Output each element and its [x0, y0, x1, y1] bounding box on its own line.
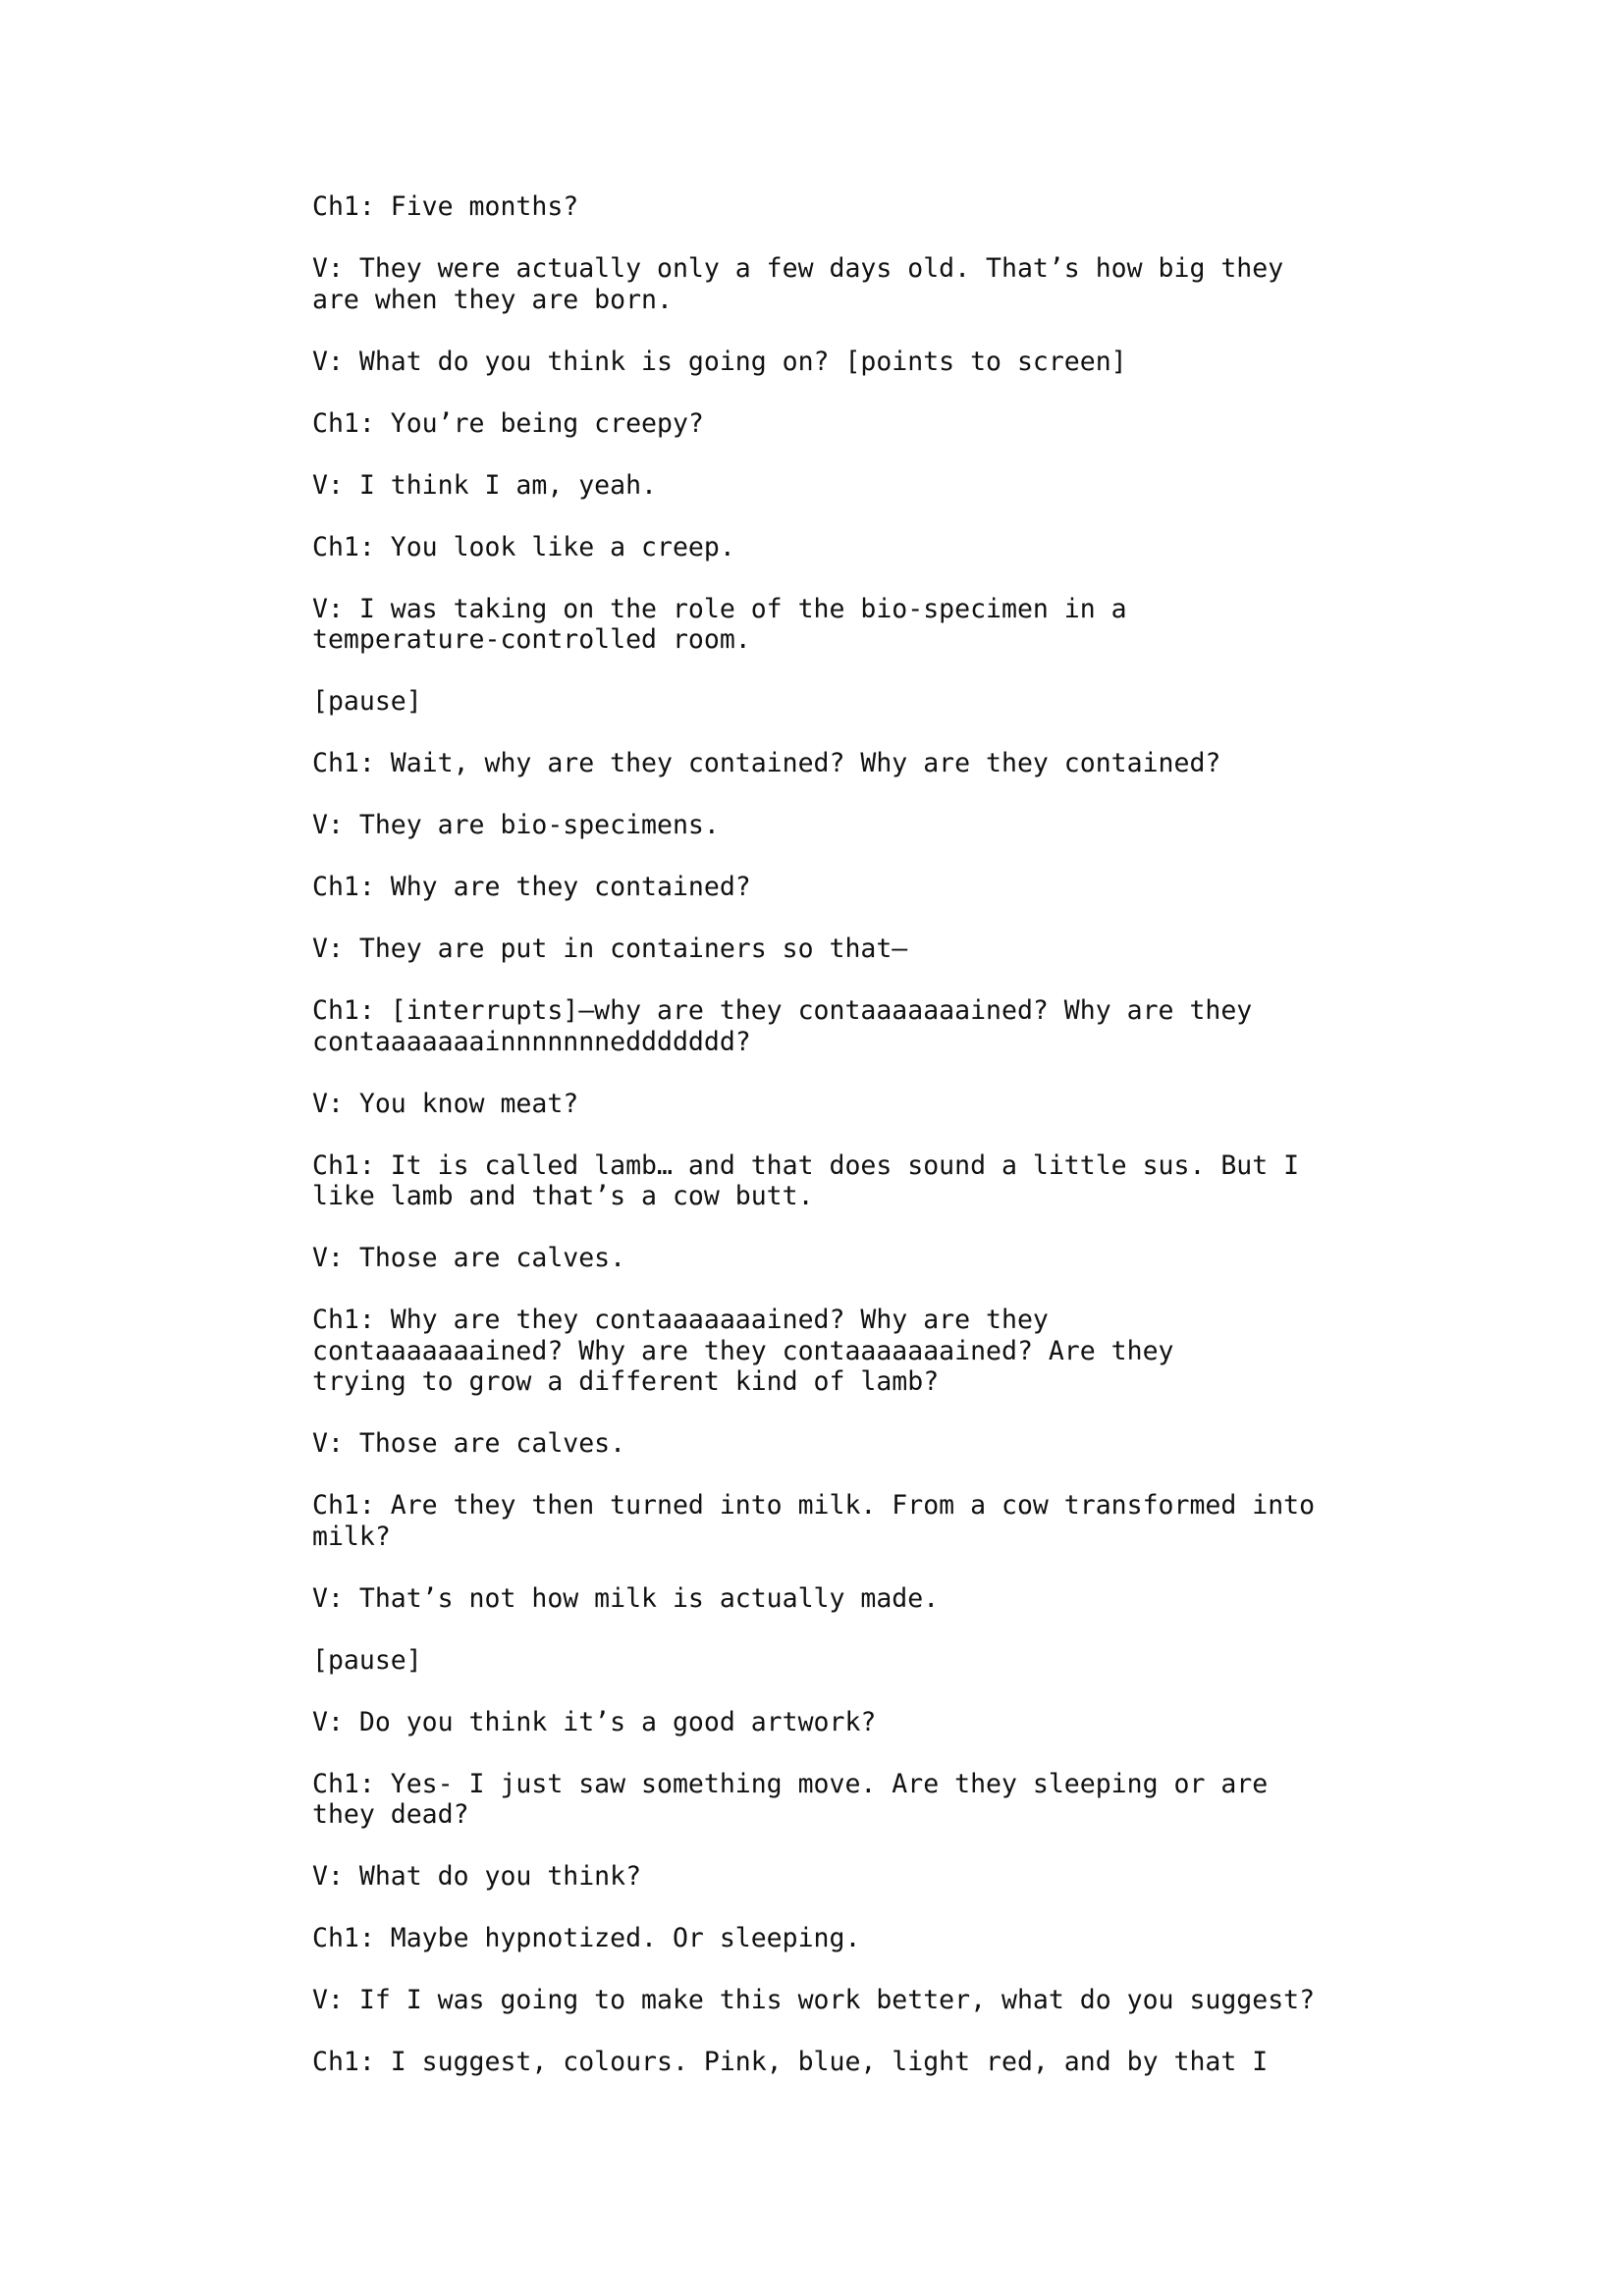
dialogue-line: V: That’s not how milk is actually made. [312, 1582, 940, 1614]
dialogue-line: V: Those are calves. [312, 1243, 626, 1273]
dialogue-entry-v [312, 594, 1412, 656]
dialogue-entry-ch1 [312, 1150, 1412, 1212]
dialogue-entry-v [312, 1583, 1412, 1615]
dialogue-entry-v [312, 1243, 1412, 1274]
dialogue-line: trying to grow a different kind of lamb? [312, 1366, 940, 1397]
stage-note [312, 686, 1412, 718]
dialogue-line: Ch1: Wait, why are they contained? Why are they contained? [312, 748, 1221, 778]
stage-note [312, 1645, 1412, 1677]
dialogue-line: Ch1: You’re being creepy? [312, 407, 704, 439]
dialogue-line: V: You know meat? [312, 1088, 579, 1119]
dialogue-line: V: They are bio-specimens. [312, 810, 720, 840]
dialogue-entry-ch1 [312, 748, 1412, 779]
dialogue-line: contaaaaaaainnnnnnneddddddd? [312, 1026, 751, 1057]
dialogue-entry-v [312, 1707, 1412, 1738]
dialogue-line: V: I think I am, yeah. [312, 469, 657, 501]
dialogue-line: are when they are born. [312, 284, 673, 315]
dialogue-entry-ch1 [312, 408, 1412, 440]
dialogue-entry-v [312, 347, 1412, 378]
dialogue-entry-ch1 [312, 191, 1412, 223]
dialogue-entry-v [312, 1985, 1412, 2016]
dialogue-line: they dead? [312, 1799, 469, 1830]
dialogue-line: contaaaaaaained? Why are they contaaaaaaained? Are they [312, 1335, 1174, 1366]
dialogue-line: Ch1: Five months? [312, 191, 579, 222]
dialogue-line: Ch1: Maybe hypnotized. Or sleeping. [312, 1923, 861, 1953]
dialogue-line: Ch1: Yes- I just saw something move. Are they sleeping or are [312, 1768, 1269, 1799]
dialogue-line: Ch1: Why are they contaaaaaaained? Why are they [312, 1305, 1049, 1335]
dialogue-line: Ch1: Are they then turned into milk. From a cow transformed into [312, 1490, 1316, 1521]
dialogue-entry-v [312, 934, 1412, 965]
dialogue-entry-v [312, 810, 1412, 841]
dialogue-line: Ch1: [interrupts]—why are they contaaaaaaained? Why are they [312, 995, 1253, 1026]
interview-transcript [312, 191, 1412, 2109]
dialogue-line: temperature-controlled room. [312, 624, 751, 655]
dialogue-entry-v [312, 1089, 1412, 1120]
dialogue-line: V: I was taking on the role of the bio-specimen in a [312, 593, 1127, 624]
dialogue-entry-ch1 [312, 1490, 1412, 1552]
dialogue-line: Ch1: I suggest, colours. Pink, blue, light red, and by that I [312, 2047, 1269, 2077]
dialogue-entry-ch1 [312, 1305, 1412, 1398]
dialogue-entry-ch1 [312, 532, 1412, 563]
dialogue-line: V: Those are calves. [312, 1428, 626, 1459]
dialogue-entry-v [312, 470, 1412, 502]
dialogue-line: like lamb and that’s a cow butt. [312, 1181, 814, 1211]
dialogue-entry-v [312, 1861, 1412, 1893]
dialogue-line: Ch1: It is called lamb… and that does sound a little sus. But I [312, 1149, 1300, 1181]
dialogue-line: [pause] [312, 1644, 422, 1676]
dialogue-entry-v [312, 1428, 1412, 1460]
dialogue-entry-ch1 [312, 2047, 1412, 2078]
dialogue-entry-ch1 [312, 995, 1412, 1057]
dialogue-entry-v [312, 253, 1412, 315]
dialogue-line: V: They were actually only a few days old. That’s how big they [312, 253, 1284, 284]
dialogue-line: Ch1: You look like a creep. [312, 531, 735, 562]
dialogue-line: milk? [312, 1521, 391, 1552]
dialogue-line: V: What do you think? [312, 1861, 642, 1892]
dialogue-entry-ch1 [312, 872, 1412, 903]
dialogue-entry-ch1 [312, 1769, 1412, 1831]
dialogue-line: Ch1: Why are they contained? [312, 872, 751, 902]
dialogue-line: V: Do you think it’s a good artwork? [312, 1706, 877, 1737]
dialogue-line: [pause] [312, 686, 422, 717]
dialogue-line: V: They are put in containers so that— [312, 934, 908, 964]
dialogue-line: V: If I was going to make this work better, what do you suggest? [312, 1985, 1316, 2015]
dialogue-entry-ch1 [312, 1923, 1412, 1954]
dialogue-line: V: What do you think is going on? [points to screen] [312, 346, 1127, 377]
